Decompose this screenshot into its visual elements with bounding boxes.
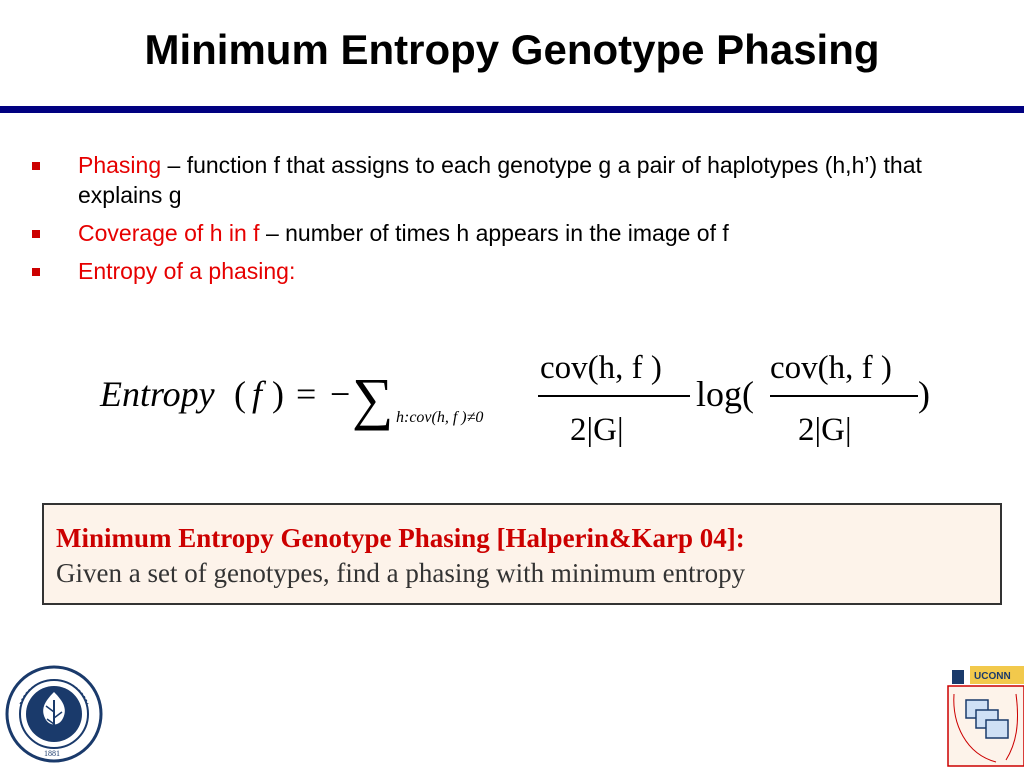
svg-text:UCONN: UCONN — [974, 671, 1011, 682]
formula-arg: f — [252, 374, 263, 414]
formula-paren-open: ( — [234, 374, 246, 414]
title-underline — [0, 106, 1024, 113]
bullet-term: Entropy of a phasing: — [78, 258, 296, 284]
slide-title: Minimum Entropy Genotype Phasing — [144, 26, 880, 73]
bullet-marker — [32, 230, 40, 238]
bullet-marker — [32, 268, 40, 276]
bullet-entropy — [30, 256, 1010, 286]
definition-body: Given a set of genotypes, find a phasing with minimum entropy — [56, 558, 746, 588]
bullet-marker — [32, 162, 40, 170]
formula-minus: − — [330, 374, 351, 414]
formula-denominator: 2|G| — [570, 412, 624, 448]
bullet-coverage — [30, 218, 1010, 248]
bullet-term: Coverage of h in f — [78, 220, 260, 246]
sum-sign-icon: ∑ — [352, 366, 394, 431]
definition-heading: Minimum Entropy Genotype Phasing [Halperin&Karp 04]: — [56, 523, 745, 553]
formula-subscript: h:cov(h, f )≠0 — [396, 409, 484, 426]
formula-denominator-2: 2|G| — [798, 412, 852, 448]
formula-equals: = — [296, 374, 317, 414]
formula-lhs: Entropy — [100, 374, 215, 414]
formula-log: log( — [696, 374, 754, 414]
bullet-term: Phasing — [78, 152, 162, 178]
formula-numerator: cov(h, f ) — [540, 350, 662, 386]
formula-log-paren-close: ) — [918, 374, 930, 414]
bullet-phasing — [30, 150, 1010, 210]
definition-box — [42, 503, 1002, 605]
formula-paren-close: ) — [272, 374, 284, 414]
svg-text:1881: 1881 — [44, 749, 60, 758]
bullet-text: – function f that assigns to each genotype g a pair of haplotypes (h,h’) that explains g — [78, 152, 922, 208]
entropy-formula — [0, 340, 1024, 470]
formula-numerator-2: cov(h, f ) — [770, 350, 892, 386]
bullet-text: – number of times h appears in the image of f — [259, 220, 729, 246]
cse-logo-icon — [946, 664, 1024, 768]
bullet-list — [30, 150, 1010, 294]
university-seal-icon — [4, 664, 104, 764]
